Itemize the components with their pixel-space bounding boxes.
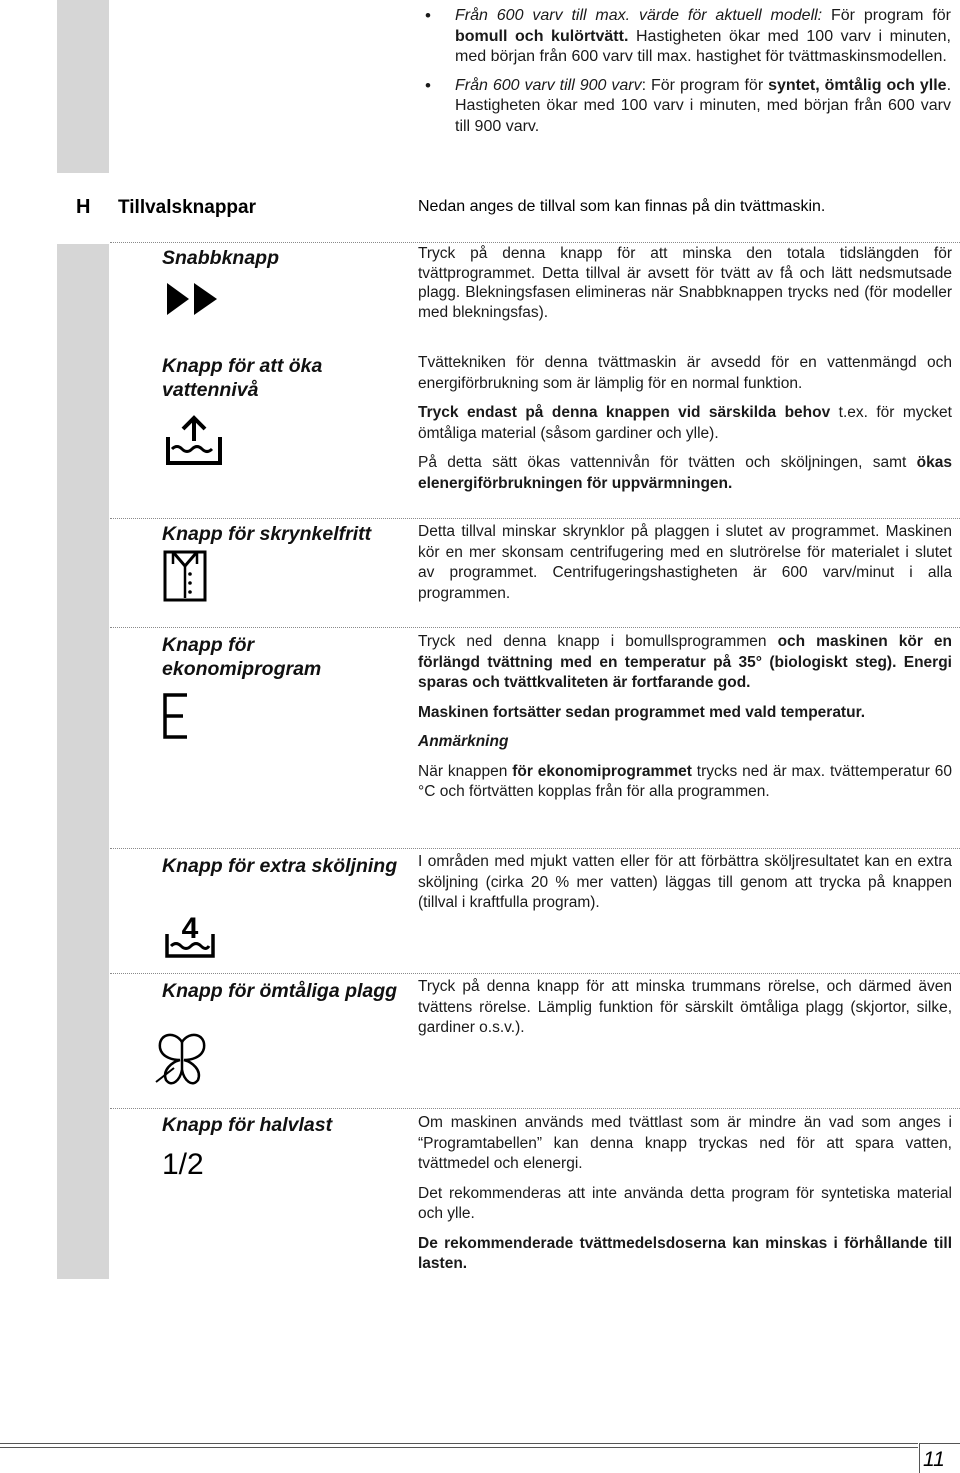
- row-separator: [110, 242, 960, 243]
- butterfly-icon: [152, 1030, 212, 1088]
- row-separator: [110, 1108, 960, 1109]
- section-title: Tillvalsknappar: [118, 197, 256, 218]
- option-label: Knapp för ekonomiprogram: [162, 634, 322, 680]
- margin-bar: [57, 244, 109, 1279]
- option-label: Knapp för att öka vattennivå: [162, 355, 323, 401]
- bullet-item: • Från 600 varv till max. värde för aktuell modell: För program för bomull och kulörtvätt. Hastigheten ökar med 100 varv i minuten, med början från 600 varv till max. hastighet för tvättmaskinsmodellen.: [455, 6, 951, 68]
- option-description: Tvättekniken för denna tvättmaskin är avsedd för en vattenmängd och energiförbrukning som är lämplig för en normal funktion. Tryck endast på denna knappen vid särskilda behov t.ex. för mycket ömtåliga material (såsom gardiner och ylle). På detta sätt ökas vattennivån för tvätten och sköljningen, samt ökas elenergiförbrukningen för uppvärmningen.: [418, 354, 952, 492]
- option-label: Knapp för halvlast: [162, 1114, 333, 1136]
- fast-forward-icon: [165, 280, 221, 318]
- section-intro: Nedan anges de tillval som kan finnas på din tvättmaskin.: [418, 198, 826, 215]
- section-letter: H: [76, 196, 91, 218]
- margin-bar: [57, 0, 109, 173]
- option-description: Tryck ned denna knapp i bomullsprogrammen och maskinen kör en förlängd tvättning med en temperatur på 35° (biologiskt steg). Energi sparas och tvättkvaliteten är fortfarande god. Maskinen fortsätter sedan programmet med vald temperatur. Anmärkning När knappen för ekonomiprogrammet trycks ned är max. tvättemperatur 60 °C och förtvätten kopplas från för alla programmen.: [418, 633, 953, 800]
- row-separator: [110, 848, 960, 849]
- economy-e-icon: [163, 693, 189, 739]
- option-label: Knapp för ömtåliga plagg: [162, 980, 398, 1002]
- row-separator: [110, 518, 960, 519]
- option-description: Om maskinen används med tvättlast som är mindre än vad som anges i “Programtabellen” kan denna knapp tryckas ned för att spara vatten, tvättmedel och elenergi. Det rekommenderas att inte använda detta program för syntetiska material och ylle. De rekommenderade tvättmedelsdoserna kan minskas i förhållande till lasten.: [418, 1114, 952, 1272]
- option-label: Snabbknapp: [162, 247, 280, 269]
- water-level-up-icon: [164, 415, 224, 467]
- row-separator: [110, 627, 960, 628]
- shirt-icon: [163, 550, 207, 602]
- option-description: Detta tillval minskar skrynklor på plaggen i slutet av programmet. Maskinen kör en mer skonsam centrifugering med en slutrörelse för materialet i slutet av programmet. Centrifugeringshastigheten är 600 varv/minut i alla programmen.: [418, 523, 952, 602]
- option-label: Knapp för extra sköljning: [162, 855, 398, 877]
- option-description: Tryck på denna knapp för att minska den totala tidslängden för tvättprogrammet. Detta tillval är avsett för tvätt av få och lätt nedsmutsade plagg. Blekningsfasen elimineras när Snabbknappen trycks ned (för modeller med blekningsfas).: [418, 245, 952, 321]
- option-label: Knapp för skrynkelfritt: [162, 523, 372, 545]
- option-description: I områden med mjukt vatten eller för att förbättra sköljresultatet kan en extra sköljning (cirka 20 % mer vatten) läggas till genom att trycka på knappen (tillval i kraftfulla program).: [418, 853, 952, 911]
- bullet-item: • Från 600 varv till 900 varv: För program för syntet, ömtålig och ylle. Hastigheten ökar med 100 varv i minuten, med början från 600 varv till 900 varv.: [455, 76, 951, 138]
- row-separator: [110, 973, 960, 974]
- footer-rule: [0, 1443, 918, 1444]
- option-description: Tryck på denna knapp för att minska trummans rörelse, och därmed även tvättens rörelse. Lämplig funktion för särskilt ömtåliga plagg (skjortor, silke, gardiner o.s.v.).: [418, 978, 952, 1036]
- spin-speed-bullets: [455, 6, 951, 143]
- extra-rinse-icon: [164, 910, 216, 960]
- half-load-symbol: 1/2: [162, 1148, 204, 1181]
- page-number: 11: [923, 1448, 945, 1471]
- svg-text:4: 4: [181, 912, 199, 945]
- footer-rule: [0, 1447, 918, 1448]
